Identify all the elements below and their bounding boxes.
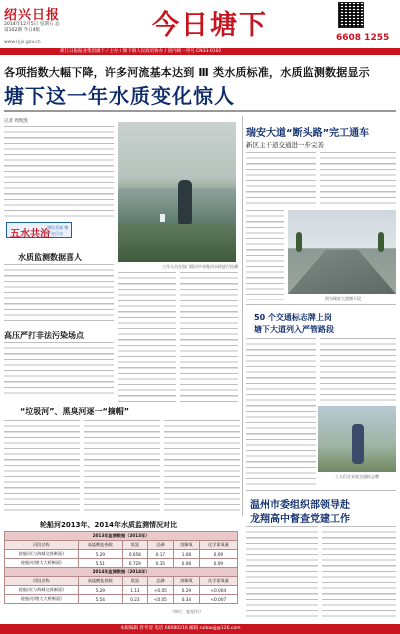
lead-kicker: 各项指数大幅下降，许多河流基本达到 Ⅲ 类水质标准，水质监测数据显示 [4,66,370,79]
article-body-rivers-b [84,420,160,512]
table-cell: 0.729 [122,559,147,568]
river-sampling-photo [118,122,236,262]
five-tag-side: 建设美丽 塘下在行动 [47,225,69,236]
right-story-title-1: 瑞安大道“断头路”完工通车 [246,128,370,139]
table-cell: 1.08 [174,550,200,559]
table-header: 总磷 [147,577,173,586]
hotline-number: 6608 1255 [336,33,390,43]
five-tag-main: 五水共治 [10,229,50,240]
right-story-title-2: 50 个交通标志牌上岗 [254,313,332,322]
table-cell: 0.658 [122,550,147,559]
table-cell: 0.35 [147,559,173,568]
table-cell: <0.05 [147,595,173,604]
subheader-text: 浙江日报报业集团旗下 / 主办 / 塘下镇人民政府协办 / 国内统一刊号 CN33-0102 [60,49,222,54]
right-story-body-1c [246,210,284,300]
right-story-title-2b: 塘下大道列入严管路段 [254,325,334,334]
right-story-subtitle-1: 新区主干道交通进一步完善 [246,141,324,149]
right-story-body-3b [322,526,396,620]
paper-name: 绍兴日报 [4,8,61,23]
table-cell: 0.17 [147,550,173,559]
edition-title: 今日塘下 [152,10,268,41]
right-divider-1 [246,304,396,305]
table-title: 轮船河2013年、2014年水质监测情况对比 [40,521,177,529]
table-unit-note: （单位：毫克/升） [170,609,204,614]
table-header: 氨氮 [122,541,147,550]
table-cell: 0.08 [174,559,200,568]
table-band-2014: 2014年监测数据（2014年） [5,568,238,577]
article-body-middle-b [180,272,238,402]
table-cell: 轮船河(与海城交界断面) [5,550,79,559]
table-cell: 1.13 [122,586,147,595]
table-band-2013: 2013年监测数据（2013年） [5,532,238,541]
article-body-crackdown [4,342,114,398]
table-row [5,559,238,568]
table-row [5,595,238,604]
table-row [5,550,238,559]
table-header: 化学需氧量 [199,577,237,586]
sign-photo-caption: 工人们在安放交通标志牌 [335,474,379,479]
table-header: 高锰酸盐指数 [78,577,122,586]
table-cell: 0.34 [174,595,200,604]
table-header: 溶解氧 [174,577,200,586]
table-header: 氨氮 [122,577,147,586]
footer-text: 本版编辑 曾考迎 电话 66080216 邮箱 ruibaojj@126.com [120,626,241,631]
table-cell: 5.29 [78,550,122,559]
website[interactable]: www.ryjx.gov.cn [4,40,41,45]
table-header: 河段名称 [5,577,79,586]
right-story-title-3b: 龙翔高中督查党建工作 [250,514,350,525]
right-divider-2 [246,490,396,491]
table-cell: <0.007 [199,595,237,604]
table-cell: 5.29 [78,586,122,595]
headline-rule [4,110,396,112]
table-cell: <0.004 [199,586,237,595]
water-quality-table [4,531,238,604]
right-story-body-2b [320,338,396,402]
table-header: 高锰酸盐指数 [78,541,122,550]
lead-headline: 塘下这一年水质变化惊人 [4,84,235,108]
photo-caption: 工作人员在如门路河中采集河水样进行检测 [162,264,238,269]
table-cell: <0.05 [147,586,173,595]
table-cell: 0.23 [122,595,147,604]
section-title-monitoring: 水质监测数据喜人 [18,253,82,262]
road-photo [288,210,396,294]
section-title-crackdown: 高压严打非法污染场点 [4,331,84,340]
table-cell: 0.09 [199,550,237,559]
table-header: 化学需氧量 [199,541,237,550]
article-body-middle-a [118,272,176,402]
right-story-body-1b [320,152,396,208]
issue-info: 2014年12月5日 星期五 总第102期 今日4版 [4,22,60,33]
masthead [0,0,400,46]
right-story-title-3: 温州市委组织部领导赴 [250,500,350,511]
footer-bar [0,624,400,634]
column-divider [242,116,243,516]
right-story-body-1a [246,152,316,208]
table-row [5,586,238,595]
article-body-monitoring [4,264,114,324]
road-photo-caption: 图为瑞安大道塘下段 [325,296,361,301]
table-header: 溶解氧 [174,541,200,550]
sign-install-photo [318,406,396,472]
section-title-rivers: “垃圾河”、黑臭河逐一“摘帽” [20,407,130,416]
table-header: 河段名称 [5,541,79,550]
article-body-intro [4,126,114,218]
table-cell: 5.51 [78,559,122,568]
table-cell: 5.54 [78,595,122,604]
byline: 记者 周凯凯 [4,119,28,124]
table-cell: 0.09 [199,559,237,568]
five-water-tag [6,222,72,238]
article-body-rivers-a [4,420,80,512]
table-cell: 轮船河(塘大大桥断面) [5,595,79,604]
article-body-rivers-c [164,420,240,512]
table-cell: 0.29 [174,586,200,595]
table-header: 总磷 [147,541,173,550]
right-story-body-2a [246,338,316,488]
table-cell: 轮船河(与海城交界断面) [5,586,79,595]
qr-code-icon [338,2,364,28]
table-cell: 轮船河(塘大大桥断面) [5,559,79,568]
subheader-bar [0,48,400,55]
right-story-body-3a [246,526,318,620]
